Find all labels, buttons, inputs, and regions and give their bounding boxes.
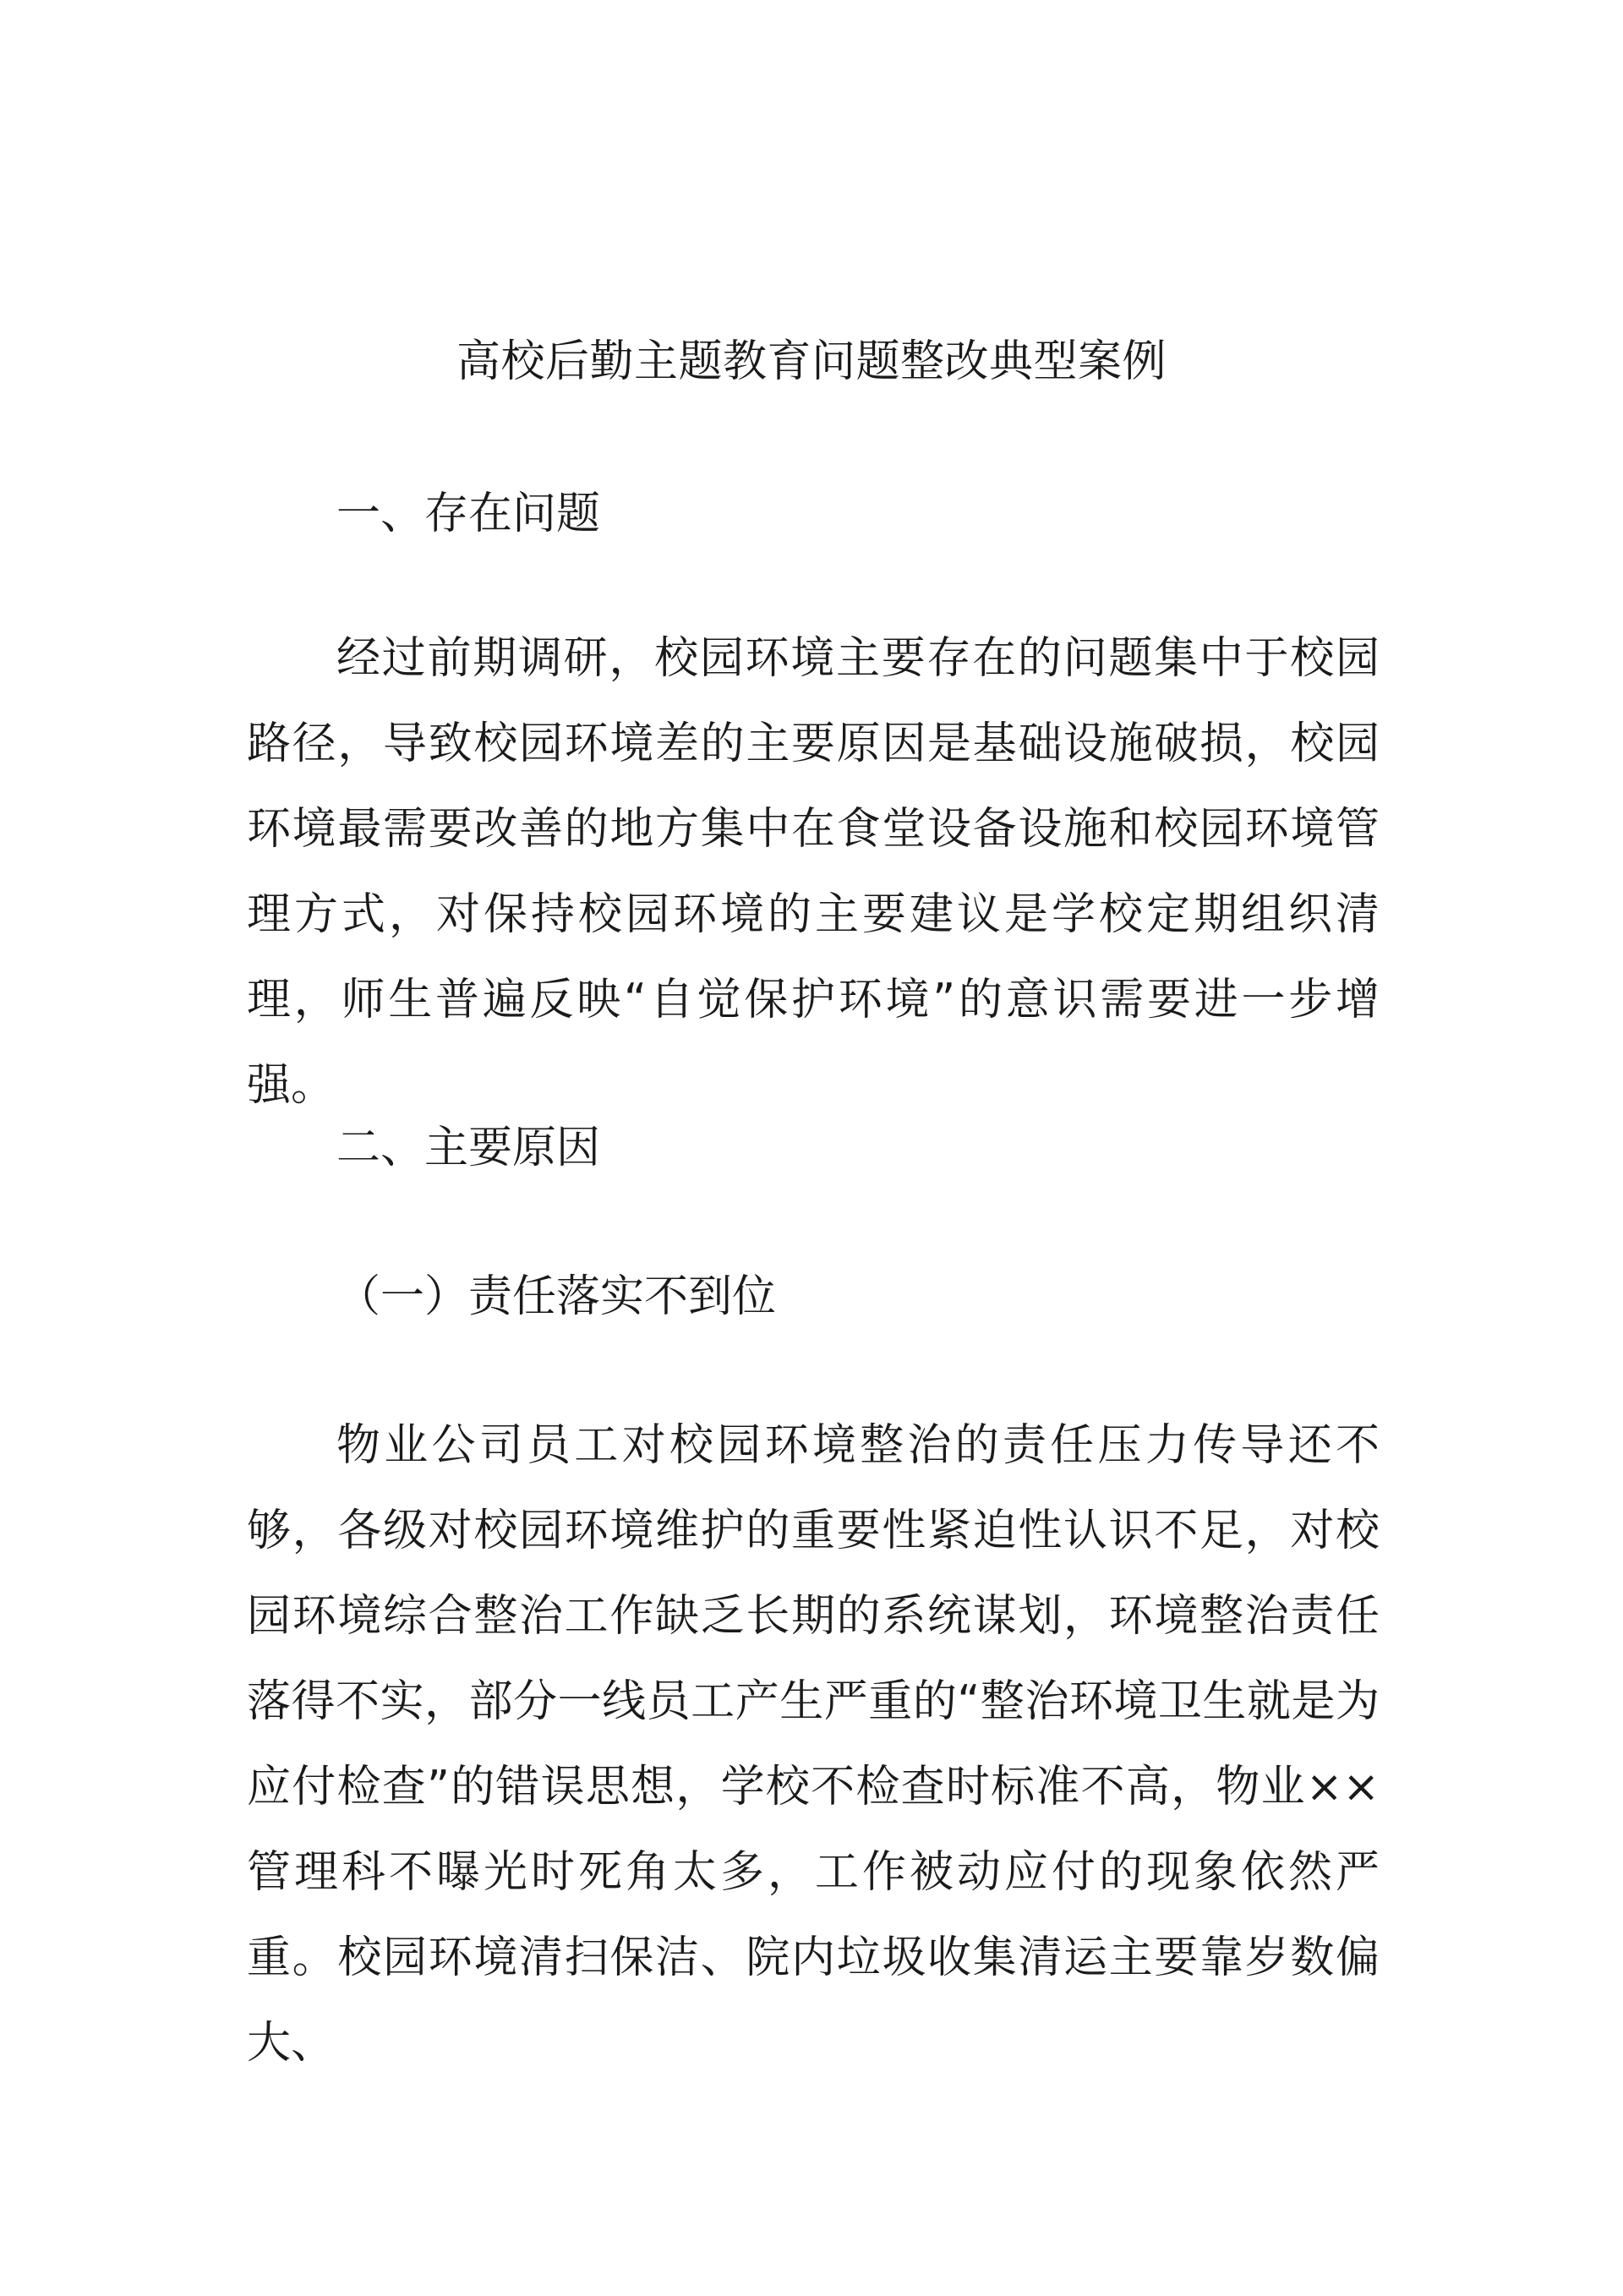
section-heading-causes: 二、主要原因	[336, 1123, 601, 1173]
paragraph-responsibility: 物业公司员工对校园环境整治的责任压力传导还不够，各级对校园环境维护的重要性紧迫性认识不足，对校园环境综合整治工作缺乏长期的系统谋划，环境整治责任落得不实，部分一线员工产生严重的“整治环境卫生就是为应付检查”的错误思想，学校不检查时标准不高，物业××管理科不曝光时死角太多，工作被动应付的现象依然严重。校园环境清扫保洁、院内垃圾收集清运主要靠岁数偏大、	[247, 1420, 1380, 2069]
subsection-heading-responsibility: （一）责任落实不到位	[336, 1271, 777, 1322]
document-title: 高校后勤主题教育问题整改典型案例	[456, 336, 1167, 387]
paragraph-problems: 经过前期调研，校园环境主要存在的问题集中于校园路径，导致校园环境差的主要原因是基础设施破损，校园环境最需要改善的地方集中在食堂设备设施和校园环境管理方式，对保持校园环境的主要建议是学校定期组织清理，师生普遍反映“自觉保护环境”的意识需要进一步增强。	[247, 633, 1380, 1111]
section-heading-problems: 一、存在问题	[336, 489, 601, 539]
